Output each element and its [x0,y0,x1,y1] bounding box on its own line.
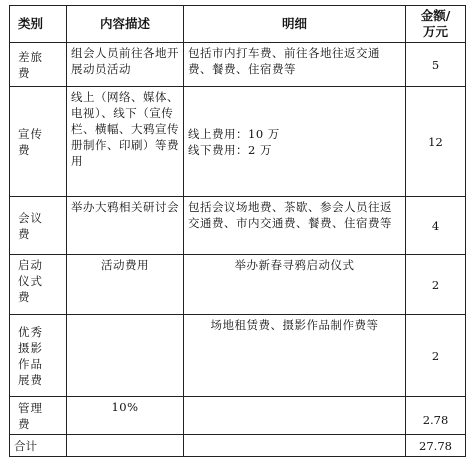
header-amount: 金额/ 万元 [406,6,466,43]
row-category: 启动 仪式 费 [10,255,67,315]
total-empty-detail [184,435,406,457]
budget-table [9,5,466,457]
table-row [10,197,466,255]
row-description: 线上（网络、媒体、电视）、线下（宣传栏、横幅、大鸦宣传册制作、印刷）等费用 [67,87,184,197]
row-description: 举办大鸦相关研讨会 [67,197,184,255]
row-category: 宣传 费 [10,87,67,197]
row-detail: 场地租赁费、摄影作品制作费等 [184,315,406,397]
row-amount: 2 [406,255,466,315]
row-detail: 包括会议场地费、茶歇、参会人员往返交通费、市内交通费、餐费、住宿费等 [184,197,406,255]
total-row [10,435,466,457]
row-amount: 5 [406,43,466,87]
header-detail: 明细 [184,6,406,43]
row-description: 组会人员前往各地开展动员活动 [67,43,184,87]
row-category: 差旅 费 [10,43,67,87]
row-detail: 包括市内打车费、前往各地往返交通费、餐费、住宿费等 [184,43,406,87]
row-description: 10% [67,397,184,435]
row-amount: 2.78 [406,397,466,435]
row-detail: 举办新春寻鸦启动仪式 [184,255,406,315]
row-detail: 线上费用：10 万 线下费用：2 万 [184,87,406,197]
row-category: 优秀 摄影 作品 展费 [10,315,67,397]
total-empty-description [67,435,184,457]
row-amount: 4 [406,197,466,255]
table-row [10,397,466,435]
table-row [10,255,466,315]
table-row [10,315,466,397]
budget-table-container [9,5,466,457]
row-detail [184,397,406,435]
row-amount: 2 [406,315,466,397]
table-row [10,87,466,197]
header-row [10,6,466,43]
row-description [67,315,184,397]
table-row [10,43,466,87]
header-description: 内容描述 [67,6,184,43]
row-category: 管理 费 [10,397,67,435]
total-amount: 27.78 [406,435,466,457]
total-label: 合计 [10,435,67,457]
header-category: 类别 [10,6,67,43]
row-category: 会议 费 [10,197,67,255]
row-amount: 12 [406,87,466,197]
row-description: 活动费用 [67,255,184,315]
